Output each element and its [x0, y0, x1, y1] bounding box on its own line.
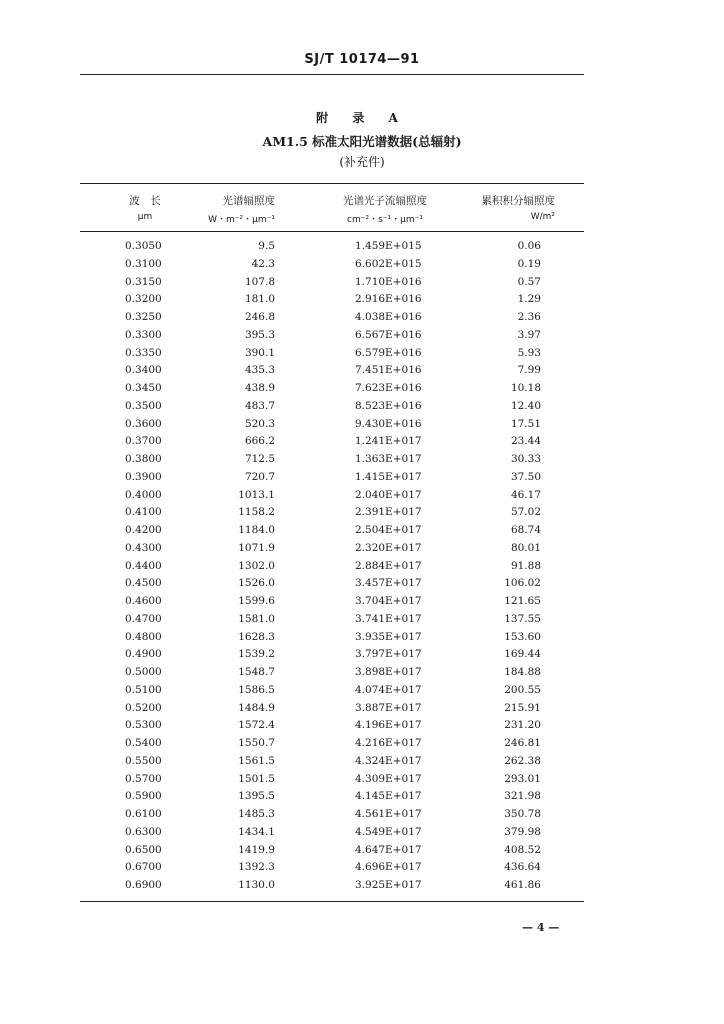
- cumulative-irradiance-cell: 321.98: [504, 790, 541, 803]
- cumulative-irradiance-cell: 37.50: [510, 470, 541, 483]
- photon-flux-cell: 1.415E+017: [355, 470, 422, 483]
- spectral-irradiance-cell: 1581.0: [238, 612, 275, 625]
- cumulative-irradiance-cell: 200.55: [504, 683, 541, 696]
- wavelength-cell: 0.5400: [125, 737, 162, 749]
- table-row: [0, 400, 724, 418]
- col-header-wavelength: 波 长: [129, 195, 161, 207]
- cumulative-irradiance-cell: 1.29: [517, 293, 541, 306]
- col-header-photon-flux: 光谱光子流辐照度: [343, 195, 427, 207]
- wavelength-cell: 0.3350: [125, 346, 162, 359]
- cumulative-irradiance-cell: 262.38: [504, 754, 541, 767]
- spectral-irradiance-cell: 1599.6: [238, 595, 275, 607]
- spectral-irradiance-cell: 1561.5: [238, 754, 275, 767]
- photon-flux-cell: 7.451E+016: [355, 364, 422, 377]
- spectral-irradiance-cell: 181.0: [244, 293, 275, 306]
- table-row: [0, 276, 724, 294]
- standard-code: SJ/T 10174—91: [304, 52, 420, 67]
- table-row: [0, 364, 724, 382]
- cumulative-irradiance-cell: 121.65: [504, 595, 541, 607]
- photon-flux-cell: 3.898E+017: [355, 666, 422, 678]
- wavelength-cell: 0.3100: [125, 257, 162, 270]
- spectral-irradiance-cell: 1130.0: [238, 879, 275, 891]
- cumulative-irradiance-cell: 17.51: [510, 417, 541, 430]
- table-row: [0, 542, 724, 560]
- spectral-irradiance-cell: 1526.0: [238, 577, 275, 590]
- photon-flux-cell: 4.324E+017: [355, 754, 422, 767]
- wavelength-cell: 0.5100: [125, 683, 162, 696]
- table-row: [0, 506, 724, 524]
- spectral-irradiance-cell: 1302.0: [238, 559, 275, 572]
- photon-flux-cell: 4.216E+017: [355, 737, 422, 749]
- spectral-irradiance-cell: 395.3: [244, 328, 275, 341]
- table-row: [0, 808, 724, 826]
- spectral-irradiance-cell: 1485.3: [238, 808, 275, 820]
- table-row: [0, 293, 724, 311]
- spectral-irradiance-cell: 1572.4: [238, 719, 275, 732]
- photon-flux-cell: 1.241E+017: [355, 435, 422, 448]
- table-row: [0, 648, 724, 666]
- cumulative-irradiance-cell: 350.78: [504, 808, 541, 820]
- appendix-subtitle: (补充件): [339, 155, 385, 169]
- cumulative-irradiance-cell: 30.33: [510, 453, 541, 465]
- wavelength-cell: 0.4300: [125, 541, 162, 554]
- wavelength-cell: 0.3250: [125, 311, 162, 323]
- table-row: [0, 577, 724, 595]
- cumulative-irradiance-cell: 184.88: [504, 666, 541, 678]
- cumulative-irradiance-cell: 80.01: [510, 541, 541, 554]
- page-number: — 4 —: [522, 921, 560, 934]
- table-row: [0, 631, 724, 649]
- spectral-irradiance-cell: 1158.2: [238, 506, 275, 519]
- wavelength-cell: 0.3200: [125, 293, 162, 306]
- spectral-irradiance-cell: 246.8: [244, 311, 275, 323]
- wavelength-cell: 0.4400: [125, 559, 162, 572]
- table-row: [0, 382, 724, 400]
- wavelength-cell: 0.4500: [125, 577, 162, 590]
- wavelength-cell: 0.3150: [125, 275, 162, 288]
- spectral-irradiance-cell: 1392.3: [238, 861, 275, 874]
- cumulative-irradiance-cell: 68.74: [510, 524, 541, 536]
- photon-flux-cell: 2.320E+017: [355, 541, 422, 554]
- col-unit-cumulative-irradiance: W/m²: [530, 212, 555, 222]
- wavelength-cell: 0.4800: [125, 630, 162, 643]
- cumulative-irradiance-cell: 57.02: [510, 506, 541, 519]
- wavelength-cell: 0.3500: [125, 399, 162, 412]
- table-row: [0, 240, 724, 258]
- cumulative-irradiance-cell: 137.55: [504, 612, 541, 625]
- wavelength-cell: 0.4600: [125, 595, 162, 607]
- wavelength-cell: 0.4900: [125, 648, 162, 661]
- table-top-rule: [80, 183, 584, 184]
- cumulative-irradiance-cell: 46.17: [510, 488, 541, 501]
- spectral-irradiance-cell: 520.3: [244, 417, 275, 430]
- cumulative-irradiance-cell: 5.93: [517, 346, 541, 359]
- wavelength-cell: 0.3450: [125, 382, 162, 394]
- wavelength-cell: 0.6100: [125, 808, 162, 820]
- table-row: [0, 773, 724, 791]
- photon-flux-cell: 4.549E+017: [355, 825, 422, 838]
- cumulative-irradiance-cell: 91.88: [510, 559, 541, 572]
- table-header-rule: [80, 231, 584, 232]
- photon-flux-cell: 8.523E+016: [355, 399, 422, 412]
- wavelength-cell: 0.5300: [125, 719, 162, 732]
- table-row: [0, 524, 724, 542]
- photon-flux-cell: 7.623E+016: [355, 382, 422, 394]
- appendix-title: AM1.5 标准太阳光谱数据(总辐射): [262, 134, 462, 149]
- photon-flux-cell: 3.887E+017: [355, 701, 422, 714]
- cumulative-irradiance-cell: 293.01: [504, 772, 541, 785]
- cumulative-irradiance-cell: 0.57: [517, 275, 541, 288]
- cumulative-irradiance-cell: 3.97: [517, 328, 541, 341]
- photon-flux-cell: 1.459E+015: [355, 240, 422, 252]
- spectral-irradiance-cell: 666.2: [244, 435, 275, 448]
- spectral-irradiance-cell: 390.1: [244, 346, 275, 359]
- table-row: [0, 489, 724, 507]
- spectral-irradiance-cell: 720.7: [244, 470, 275, 483]
- cumulative-irradiance-cell: 7.99: [517, 364, 541, 377]
- photon-flux-cell: 4.196E+017: [355, 719, 422, 732]
- table-row: [0, 702, 724, 720]
- spectral-irradiance-cell: 9.5: [258, 240, 275, 252]
- photon-flux-cell: 1.363E+017: [355, 453, 422, 465]
- table-row: [0, 844, 724, 862]
- col-unit-wavelength: μm: [137, 212, 153, 222]
- table-row: [0, 471, 724, 489]
- photon-flux-cell: 4.145E+017: [355, 790, 422, 803]
- table-row: [0, 737, 724, 755]
- cumulative-irradiance-cell: 246.81: [504, 737, 541, 749]
- wavelength-cell: 0.5000: [125, 666, 162, 678]
- spectral-irradiance-cell: 1013.1: [238, 488, 275, 501]
- cumulative-irradiance-cell: 408.52: [504, 843, 541, 856]
- spectral-irradiance-cell: 438.9: [244, 382, 275, 394]
- wavelength-cell: 0.3600: [125, 417, 162, 430]
- spectral-irradiance-cell: 1484.9: [238, 701, 275, 714]
- col-header-cumulative-irradiance: 累积积分辐照度: [481, 195, 555, 207]
- table-row: [0, 666, 724, 684]
- col-header-spectral-irradiance: 光谱辐照度: [222, 195, 275, 207]
- table-row: [0, 347, 724, 365]
- wavelength-cell: 0.6700: [125, 861, 162, 874]
- spectral-irradiance-cell: 483.7: [244, 399, 275, 412]
- cumulative-irradiance-cell: 12.40: [510, 399, 541, 412]
- spectral-irradiance-cell: 107.8: [244, 275, 275, 288]
- spectral-irradiance-cell: 1539.2: [238, 648, 275, 661]
- photon-flux-cell: 2.504E+017: [355, 524, 422, 536]
- table-row: [0, 790, 724, 808]
- table-row: [0, 560, 724, 578]
- wavelength-cell: 0.3900: [125, 470, 162, 483]
- table-row: [0, 258, 724, 276]
- appendix-label: 附 录 A: [316, 111, 408, 125]
- wavelength-cell: 0.3300: [125, 328, 162, 341]
- spectral-irradiance-cell: 1550.7: [238, 737, 275, 749]
- cumulative-irradiance-cell: 379.98: [504, 825, 541, 838]
- table-row: [0, 453, 724, 471]
- cumulative-irradiance-cell: 106.02: [504, 577, 541, 590]
- wavelength-cell: 0.4700: [125, 612, 162, 625]
- cumulative-irradiance-cell: 461.86: [504, 879, 541, 891]
- photon-flux-cell: 9.430E+016: [355, 417, 422, 430]
- wavelength-cell: 0.5500: [125, 754, 162, 767]
- photon-flux-cell: 2.916E+016: [355, 293, 422, 306]
- photon-flux-cell: 4.561E+017: [355, 808, 422, 820]
- table-row: [0, 826, 724, 844]
- table-row: [0, 755, 724, 773]
- table-body: [0, 240, 724, 897]
- wavelength-cell: 0.5200: [125, 701, 162, 714]
- table-row: [0, 435, 724, 453]
- wavelength-cell: 0.4100: [125, 506, 162, 519]
- spectral-irradiance-cell: 1548.7: [238, 666, 275, 678]
- header-rule: [80, 74, 584, 75]
- spectral-irradiance-cell: 1419.9: [238, 843, 275, 856]
- table-row: [0, 719, 724, 737]
- wavelength-cell: 0.4000: [125, 488, 162, 501]
- wavelength-cell: 0.3050: [125, 240, 162, 252]
- wavelength-cell: 0.3400: [125, 364, 162, 377]
- wavelength-cell: 0.3800: [125, 453, 162, 465]
- spectral-irradiance-cell: 712.5: [244, 453, 275, 465]
- photon-flux-cell: 3.925E+017: [355, 879, 422, 891]
- table-row: [0, 879, 724, 897]
- photon-flux-cell: 1.710E+016: [355, 275, 422, 288]
- table-bottom-rule: [80, 901, 584, 902]
- photon-flux-cell: 2.884E+017: [355, 559, 422, 572]
- photon-flux-cell: 4.696E+017: [355, 861, 422, 874]
- photon-flux-cell: 6.602E+015: [355, 257, 422, 270]
- wavelength-cell: 0.6300: [125, 825, 162, 838]
- col-unit-photon-flux: cm⁻²・s⁻¹・μm⁻¹: [347, 215, 423, 225]
- photon-flux-cell: 3.704E+017: [355, 595, 422, 607]
- table-row: [0, 329, 724, 347]
- photon-flux-cell: 3.935E+017: [355, 630, 422, 643]
- cumulative-irradiance-cell: 153.60: [504, 630, 541, 643]
- cumulative-irradiance-cell: 169.44: [504, 648, 541, 661]
- spectral-irradiance-cell: 1395.5: [238, 790, 275, 803]
- table-row: [0, 418, 724, 436]
- wavelength-cell: 0.6900: [125, 879, 162, 891]
- spectral-irradiance-cell: 1501.5: [238, 772, 275, 785]
- table-row: [0, 613, 724, 631]
- spectral-irradiance-cell: 1071.9: [238, 541, 275, 554]
- photon-flux-cell: 6.567E+016: [355, 328, 422, 341]
- cumulative-irradiance-cell: 215.91: [504, 701, 541, 714]
- spectral-irradiance-cell: 1434.1: [238, 825, 275, 838]
- table-row: [0, 595, 724, 613]
- cumulative-irradiance-cell: 436.64: [504, 861, 541, 874]
- wavelength-cell: 0.4200: [125, 524, 162, 536]
- photon-flux-cell: 4.038E+016: [355, 311, 422, 323]
- cumulative-irradiance-cell: 10.18: [510, 382, 541, 394]
- spectral-irradiance-cell: 1628.3: [238, 630, 275, 643]
- photon-flux-cell: 3.797E+017: [355, 648, 422, 661]
- spectral-irradiance-cell: 1586.5: [238, 683, 275, 696]
- spectral-irradiance-cell: 1184.0: [238, 524, 275, 536]
- photon-flux-cell: 3.741E+017: [355, 612, 422, 625]
- cumulative-irradiance-cell: 0.06: [517, 240, 541, 252]
- wavelength-cell: 0.5900: [125, 790, 162, 803]
- photon-flux-cell: 2.040E+017: [355, 488, 422, 501]
- cumulative-irradiance-cell: 23.44: [510, 435, 541, 448]
- table-row: [0, 311, 724, 329]
- photon-flux-cell: 4.647E+017: [355, 843, 422, 856]
- wavelength-cell: 0.3700: [125, 435, 162, 448]
- photon-flux-cell: 4.309E+017: [355, 772, 422, 785]
- cumulative-irradiance-cell: 2.36: [517, 311, 541, 323]
- photon-flux-cell: 2.391E+017: [355, 506, 422, 519]
- spectral-irradiance-cell: 435.3: [244, 364, 275, 377]
- spectral-irradiance-cell: 42.3: [251, 257, 275, 270]
- col-unit-spectral-irradiance: W・m⁻²・μm⁻¹: [208, 215, 275, 225]
- cumulative-irradiance-cell: 231.20: [504, 719, 541, 732]
- table-row: [0, 861, 724, 879]
- cumulative-irradiance-cell: 0.19: [517, 257, 541, 270]
- photon-flux-cell: 3.457E+017: [355, 577, 422, 590]
- wavelength-cell: 0.6500: [125, 843, 162, 856]
- photon-flux-cell: 6.579E+016: [355, 346, 422, 359]
- table-row: [0, 684, 724, 702]
- photon-flux-cell: 4.074E+017: [355, 683, 422, 696]
- wavelength-cell: 0.5700: [125, 772, 162, 785]
